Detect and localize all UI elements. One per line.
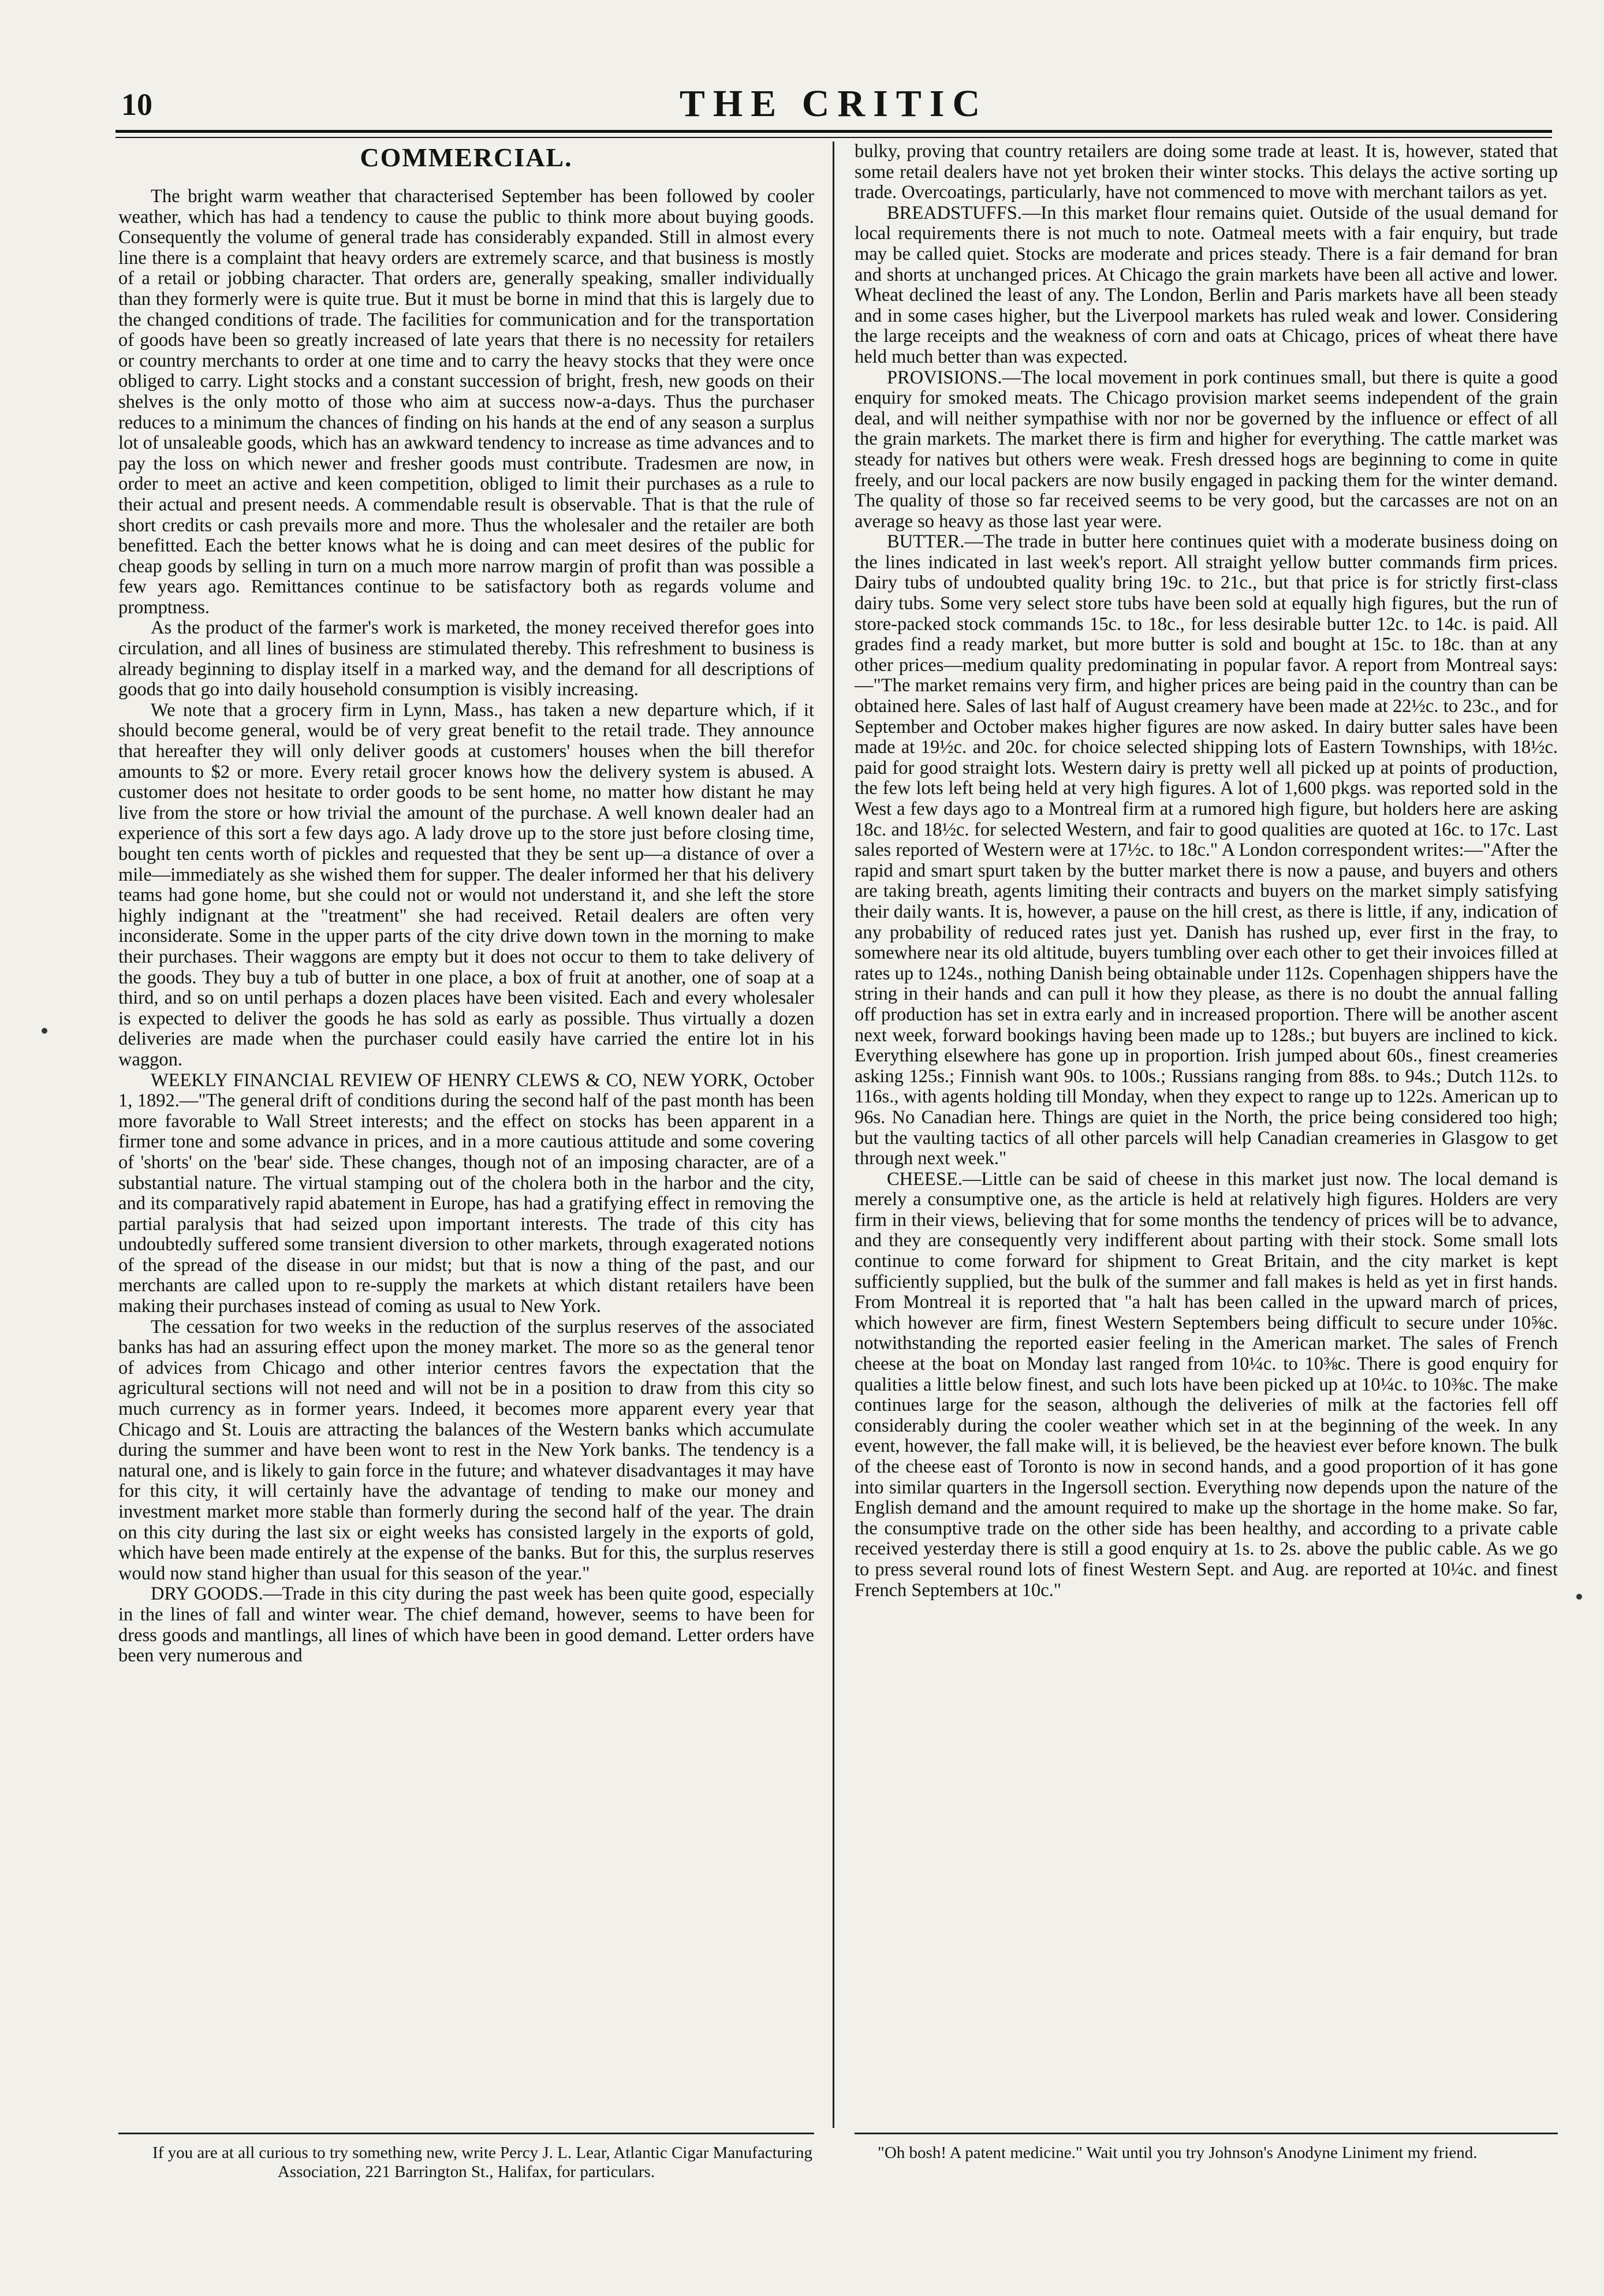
paragraph-grocery-delivery: We note that a grocery firm in Lynn, Mass., has taken a new departure which, if it should become general, would be of very great benefit to the retail trade. They announce that hereafter they will only deliver goods at customers' houses when the bill therefor amounts to $2 or more. Every retail grocer knows how the delivery system is abused. A customer does not hesitate to order goods to be sent home, no matter how distant he may live from the store or how trivial the amount of the purchase. A well known dealer had an experience of this sort a few days ago. A lady drove up to the store just before closing time, bought ten cents worth of pickles and requested that they be sent up—a distance of over a mile—immediately as she wished them for supper. The dealer informed her that his delivery teams had gone home, but she could not or would not understand it, and she left the store highly indignant at the "treatment" she had received. Retail dealers are often very inconsiderate. Some in the upper parts of the city drive down town in the morning to make their purchases. Their waggons are empty but it does not occur to them to take delivery of the goods. They buy a tub of butter in one place, a box of fruit at another, one of soap at a third, and so on until perhaps a dozen places have been visited. Each and every wholesaler is expected to deliver the goods he has sold as early as possible. Thus virtually a dozen deliveries are made when the purchaser could easily have carried the entire lot in his waggon.	[118, 699, 814, 1070]
footer-rule-left	[118, 2133, 814, 2134]
paragraph-butter: BUTTER.—The trade in butter here continues quiet with a moderate business doing on the lines indicated in last week's report. All straight yellow butter commands firm prices. Dairy tubs of undoubted quality bring 19c. to 21c., but that price is for strictly first-class dairy tubs. Some very select store tubs have been sold at equally high figures, but the run of store-packed stock commands 15c. to 18c., for less desirable butter 12c. to 14c. is paid. All grades find a ready market, but more butter is sold and bought at 15c. to 18c. than at any other prices—medium quality predominating in popular favor. A report from Montreal says:—"The market remains very firm, and higher prices are being paid in the country than can be obtained here. Sales of last half of August creamery have been made at 22½c. to 23c., and for September and October makes higher figures are now asked. In dairy butter sales have been made at 19½c. and 20c. for choice selected shipping lots of Eastern Townships, with 18½c. paid for good straight lots. Western dairy is pretty well all picked up at points of production, the few lots left being held at very high figures. A lot of 1,600 pkgs. was reported sold in the West a few days ago to a Montreal firm at a rumored high figure, but holders here are asking 18c. and 18½c. for selected Western, and fair to good qualities are quoted at 16c. to 17c. Last sales reported of Western were at 17½c. to 18c." A London correspondent writes:—"After the rapid and smart spurt taken by the butter market there is now a pause, and buyers and others are taking breath, agents limiting their contracts and buyers on the market simply satisfying their daily wants. It is, however, a pause on the hill crest, as there is little, if any, indication of any probability of reduced rates just yet. Danish has rushed up, ever first in the fray, to somewhere near its old altitude, buyers tumbling over each other to get their invoices filled at rates up to 124s., nothing Danish being obtainable under 112s. Copenhagen shippers have the string in their hands and can pull it how they please, as there is no doubt the annual falling off production has set in extra early and in increased proportion. There will be another ascent next week, forward bookings having been made up to 128s.; but buyers are inclined to kick. Everything elsewhere has gone up in proportion. Irish jumped about 60s., finest creameries asking 125s.; Finnish want 90s. to 100s.; Russians ranging from 88s. to 94s.; Dutch 112s. to 116s., with agents holding till Monday, when they expect to range up to 122s. American up to 96s. No Canadian here. Things are quiet in the North, the price being considered too high; but the vaulting tactics of all other parcels will help Canadian creameries in Glasgow to get through next week."	[855, 531, 1558, 1169]
column-divider	[833, 141, 834, 2128]
paragraph-dry-goods-continued: bulky, proving that country retailers are doing some trade at least. It is, however, stated that some retail dealers have not yet broken their winter stocks. This delays the active sorting up trade. Overcoatings, particularly, have not commenced to move with merchant tailors as yet.	[855, 141, 1558, 203]
paragraph-financial-review: WEEKLY FINANCIAL REVIEW OF HENRY CLEWS & CO, NEW YORK, October 1, 1892.—"The general drift of conditions during the second half of the past month has been more favorable to Wall Street interests; and the effect on stocks has been apparent in a firmer tone and some advance in prices, and in a more cautious attitude and some covering of 'shorts' on the 'bear' side. These changes, though not of an imposing character, are of a substantial nature. The virtual stamping out of the cholera both in the harbor and the city, and its comparatively rapid abatement in Europe, has had a gratifying effect in removing the partial paralysis that had seized upon important interests. The trade of this city has undoubtedly suffered some transient diversion to other markets, through exagerated notions of the spread of the disease in our midst; but that is now a thing of the past, and our merchants are called upon to re-supply the markets at which distant retailers have been making their purchases instead of coming as usual to New York.	[118, 1069, 814, 1317]
margin-mark	[42, 1028, 47, 1034]
section-title: COMMERCIAL.	[360, 143, 573, 172]
paragraph-breadstuffs: BREADSTUFFS.—In this market flour remains quiet. Outside of the usual demand for local requirements there is not much to note. Oatmeal meets with a fair enquiry, but trade may be called quiet. Stocks are moderate and prices steady. There is a fair demand for bran and shorts at unchanged prices. At Chicago the grain markets have been all active and lower. Wheat declined the least of any. The London, Berlin and Paris markets have all been steady and in some cases higher, but the Liverpool markets has ruled weak and lower. Considering the large receipts and the weakness of corn and oats at Chicago, prices of wheat there have held much better than was expected.	[855, 202, 1558, 367]
paragraph-cheese: CHEESE.—Little can be said of cheese in this market just now. The local demand is merely a consumptive one, as the article is held at relatively high figures. Holders are very firm in their views, believing that for some months the tendency of prices will be to advance, and they are consequently very indifferent about parting with their stock. Some small lots continue to come forward for shipment to Great Britain, and the city market is kept sufficiently supplied, but the bulk of the summer and fall makes is held as yet in first hands. From Montreal it is reported that "a halt has been called in the upward march of prices, which however are firm, finest Western Septembers being difficult to secure under 10⅝c. notwithstanding the reported easier feeling in the American market. The sales of French cheese at the boat on Monday last ranged from 10¼c. to 10⅜c. There is good enquiry for qualities a little below finest, and such lots have been picked up at 10¼c. to 10⅜c. The make continues large for the season, although the deliveries of milk at the factories fell off considerably during the cooler weather which set in at the beginning of the week. In any event, however, the fall make will, it is believed, be the heaviest ever before known. The bulk of the cheese east of Toronto is now in second hands, and a good proportion of it has gone into similar quarters in the Ingersoll section. Everything now depends upon the nature of the English demand and the amount required to make up the shortage in the home make. So far, the consumptive trade on the other side has been healthy, and according to a private cable received yesterday there is still a good enquiry at 1s. to 2s. above the public cable. As we go to press several round lots of finest Western Sept. and Aug. are reported at 10¼c. and finest French Septembers at 10c."	[855, 1168, 1558, 1601]
header-rule-thick	[115, 130, 1552, 133]
left-column	[118, 141, 814, 1667]
page-header	[115, 83, 1552, 133]
paragraph-provisions: PROVISIONS.—The local movement in pork continues small, but there is quite a good enquiry for smoked meats. The Chicago provision market seems independent of the grain deal, and will neither sympathise with nor nor be governed by the influence or effect of all the grain markets. The market there is firm and higher for everything. The cattle market was steady for natives but others were weak. Fresh dressed hogs are beginning to come in quite freely, and our local packers are now busily engaged in packing them for the winter demand. The quality of those so far received seems to be very good, but the carcasses are not on an average so heavy as those last year were.	[855, 367, 1558, 532]
margin-mark	[1576, 1594, 1582, 1600]
paragraph-farmer-produce: As the product of the farmer's work is marketed, the money received therefor goes into circulation, and all lines of business are stimulated thereby. This refreshment to business is already beginning to display itself in a marked way, and the demand for all descriptions of goods that go into daily household consumption is visibly increasing.	[118, 617, 814, 700]
footer-rule-right	[855, 2133, 1558, 2134]
right-column	[855, 141, 1558, 1601]
page-number: 10	[121, 87, 152, 122]
paragraph-weather-trade: The bright warm weather that characterised September has been followed by cooler weather, which has had a tendency to cause the public to think more about buying goods. Consequently the volume of general trade has considerably expanded. Still in almost every line there is a complaint that heavy orders are extremely scarce, and that business is mostly of a retail or jobbing character. That orders are, generally speaking, smaller individually than they formerly were is quite true. But it must be borne in mind that this is largely due to the changed conditions of trade. The facilities for communication and for the transportation of goods have been so greatly increased of late years that there is no necessity for retailers or country merchants to order at one time and to carry the heavy stocks that they were once obliged to carry. Light stocks and a constant succession of bright, fresh, new goods on their shelves is the only motto of those who aim at success now-a-days. Thus the purchaser reduces to a minimum the chances of finding on his hands at the end of any season a surplus lot of unsaleable goods, which has an awkward tendency to increase as time advances and to pay the loss on which newer and fresher goods must contribute. Tradesmen are now, in order to meet an active and keen competition, obliged to limit their purchases as a rule to their actual and present needs. A commendable result is observable. That is that the rule of short credits or cash prevails more and more. Thus the wholesaler and the retailer are both benefitted. Each the better knows what he is doing and can meet desires of the public for cheap goods by selling in turn on a much more narrow margin of profit than was possible a few years ago. Remittances continue to be satisfactory both as regards volume and promptness.	[118, 186, 814, 618]
paragraph-surplus-reserves: The cessation for two weeks in the reduction of the surplus reserves of the associated banks has had an assuring effect upon the money market. The more so as the general tenor of advices from Chicago and other interior centres favors the expectation that the agricultural sections will not need and will not be in a position to draw from this city so much currency as in former years. Indeed, it becomes more apparent every year that Chicago and St. Louis are attracting the balances of the Western banks which accumulate during the summer and have been wont to rest in the New York banks. The tendency is a natural one, and is likely to gain force in the future; and whatever disadvantages it may have for this city, it will certainly have the advantage of tending to make our money and investment market more stable than formerly during the second half of the year. The drain on this city during the last six or eight weeks has consisted largely in the exports of gold, which have been made entirely at the expense of the banks. But for this, the surplus reserves would now stand higher than usual for this season of the year."	[118, 1316, 814, 1584]
paragraph-dry-goods: DRY GOODS.—Trade in this city during the past week has been quite good, especially in the lines of fall and winter wear. The chief demand, however, seems to have been for dress goods and mantlings, all lines of which have been in good demand. Letter orders have been very numerous and	[118, 1583, 814, 1667]
header-rule-thin	[115, 137, 1552, 138]
masthead-title: THE CRITIC	[679, 83, 988, 125]
footer-advert-left: If you are at all curious to try something new, write Percy J. L. Lear, Atlantic Cigar Manufacturing Association, 221 Barrington St., Halifax, for particulars.	[152, 2144, 812, 2181]
footer-advert-right: "Oh bosh! A patent medicine." Wait until you try Johnson's Anodyne Liniment my friend.	[878, 2144, 1478, 2162]
